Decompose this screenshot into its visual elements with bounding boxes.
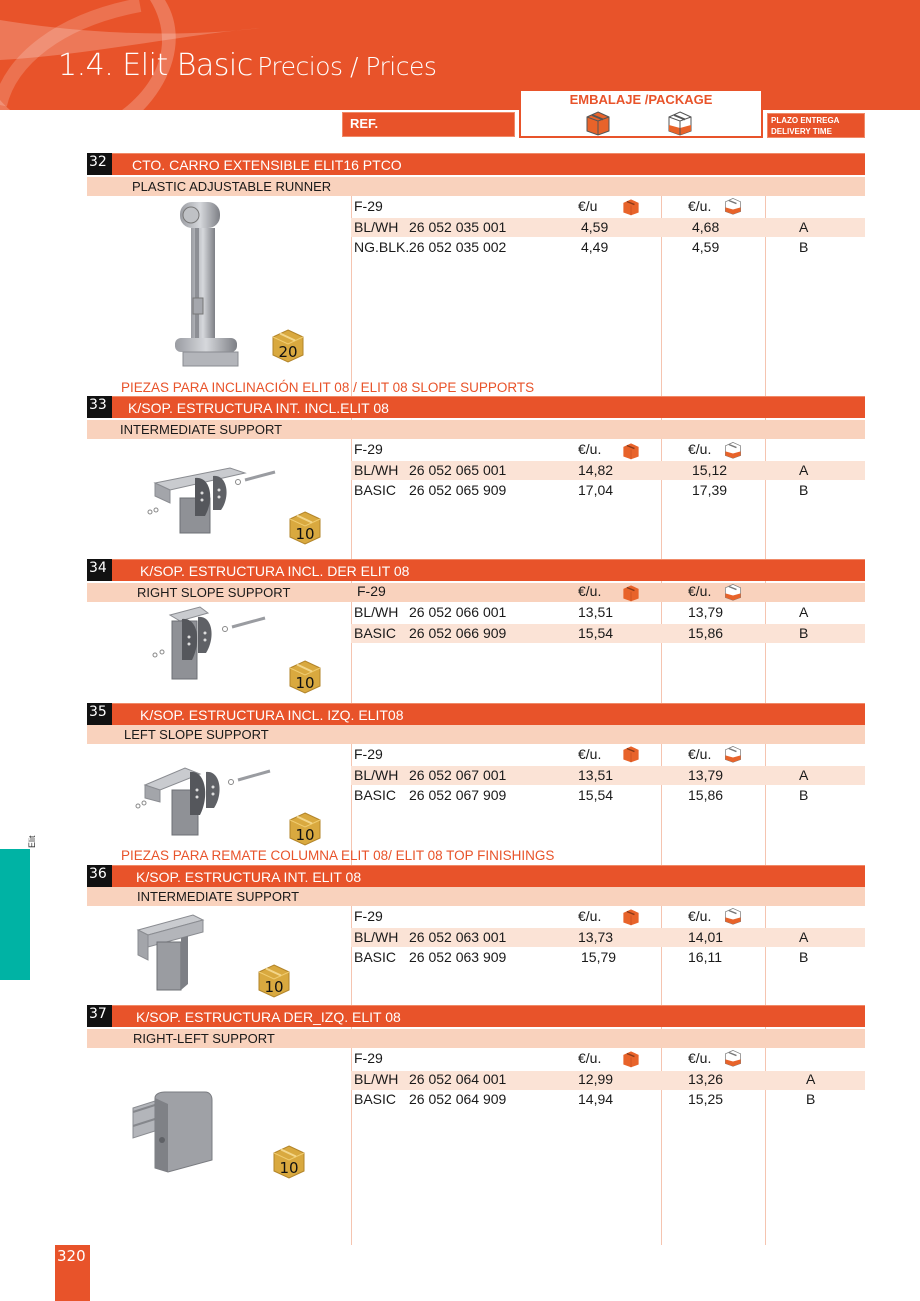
reference-code: 26 052 064 909 (409, 1091, 507, 1107)
delivery-time: A (799, 604, 809, 620)
right-slope-support-image (140, 605, 275, 685)
item-subtitle: RIGHT SLOPE SUPPORT (137, 585, 291, 600)
item-number: 36 (87, 865, 112, 887)
box-full-icon (622, 1050, 640, 1068)
reference-code: 26 052 063 909 (409, 949, 507, 965)
page-title (58, 48, 436, 83)
delivery-time: A (799, 219, 809, 235)
variant: BL/WH (354, 929, 399, 945)
package-quantity-badge (289, 511, 321, 545)
variant: BL/WH (354, 462, 399, 478)
unit-full-box: €/u. (578, 746, 602, 762)
price-partial-box: 15,25 (688, 1091, 724, 1107)
box-partial-icon (724, 197, 742, 215)
unit-partial-box: €/u. (688, 198, 712, 214)
delivery-label-en: DELIVERY TIME (771, 127, 832, 136)
intermediate-slope-support-image (135, 458, 285, 538)
box-full-icon (622, 908, 640, 926)
variant: BASIC (354, 949, 397, 965)
delivery-time: B (806, 1091, 816, 1107)
finish-label: F-29 (354, 746, 383, 762)
price-full-box: 14,94 (578, 1091, 614, 1107)
delivery-time-column-header (767, 113, 865, 138)
page-number: 320 (55, 1245, 90, 1301)
item-title-bar (112, 703, 865, 725)
package-label: EMBALAJE /PACKAGE (569, 92, 713, 107)
item-subtitle-bar (87, 1029, 865, 1048)
reference-code: 26 052 064 001 (409, 1071, 507, 1087)
item-subtitle: PLASTIC ADJUSTABLE RUNNER (132, 179, 332, 194)
reference-code: 26 052 066 001 (409, 604, 507, 620)
unit-full-box: €/u (578, 198, 598, 214)
delivery-time: A (806, 1071, 816, 1087)
box-partial-icon (667, 110, 693, 136)
delivery-time: B (799, 949, 809, 965)
price-full-box: 13,51 (578, 767, 614, 783)
unit-partial-box: €/u. (688, 441, 712, 457)
variant: BL/WH (354, 219, 399, 235)
item-title-bar (112, 865, 865, 887)
item-title-bar (112, 559, 865, 581)
variant: BL/WH (354, 604, 399, 620)
price-full-box: 15,54 (578, 787, 614, 803)
delivery-time: A (799, 767, 809, 783)
price-partial-box: 4,68 (692, 219, 720, 235)
package-quantity: 10 (295, 525, 315, 543)
price-partial-box: 15,12 (692, 462, 728, 478)
price-full-box: 15,79 (581, 949, 617, 965)
delivery-time: A (799, 929, 809, 945)
page-title-sub: Precios / Prices (257, 52, 437, 81)
price-partial-box: 15,86 (688, 787, 724, 803)
box-partial-icon (724, 745, 742, 763)
item-title: K/SOP. ESTRUCTURA INCL. DER ELIT 08 (140, 563, 410, 579)
unit-full-box: €/u. (578, 1050, 602, 1066)
item-subtitle-bar (87, 725, 865, 744)
package-quantity-badge (258, 964, 290, 998)
item-number: 33 (87, 396, 112, 418)
variant: BASIC (354, 1091, 397, 1107)
adjustable-runner-image (165, 198, 245, 373)
package-quantity: 20 (278, 343, 298, 361)
unit-partial-box: €/u. (688, 746, 712, 762)
item-subtitle-bar (87, 420, 865, 439)
reference-code: 26 052 065 909 (409, 482, 507, 498)
unit-partial-box: €/u. (688, 908, 712, 924)
price-partial-box: 15,86 (688, 625, 724, 641)
reference-code: 26 052 063 001 (409, 929, 507, 945)
item-subtitle-bar (87, 887, 865, 906)
chapter-label: Elit (27, 835, 37, 848)
item-title-bar (112, 153, 865, 175)
delivery-time: B (799, 787, 809, 803)
price-full-box: 17,04 (578, 482, 614, 498)
box-full-icon (622, 745, 640, 763)
price-full-box: 4,49 (581, 239, 609, 255)
price-full-box: 12,99 (578, 1071, 614, 1087)
right-left-support-image (130, 1090, 215, 1185)
box-full-icon (622, 442, 640, 460)
unit-full-box: €/u. (578, 908, 602, 924)
variant: BL/WH (354, 1071, 399, 1087)
price-partial-box: 14,01 (688, 929, 724, 945)
item-title: K/SOP. ESTRUCTURA INT. INCL.ELIT 08 (128, 400, 389, 416)
unit-partial-box: €/u. (688, 1050, 712, 1066)
package-quantity-badge (289, 660, 321, 694)
reference-code: 26 052 067 909 (409, 787, 507, 803)
package-quantity: 10 (295, 826, 315, 844)
item-title: K/SOP. ESTRUCTURA INT. ELIT 08 (136, 869, 362, 885)
item-title: K/SOP. ESTRUCTURA INCL. IZQ. ELIT08 (140, 707, 404, 723)
delivery-time: B (799, 625, 809, 641)
unit-partial-box: €/u. (688, 583, 712, 599)
box-partial-icon (724, 1049, 742, 1067)
item-number: 37 (87, 1005, 112, 1027)
item-title: K/SOP. ESTRUCTURA DER_IZQ. ELIT 08 (136, 1009, 401, 1025)
item-subtitle: INTERMEDIATE SUPPORT (120, 422, 283, 437)
finish-label: F-29 (354, 441, 383, 457)
section-caption: PIEZAS PARA INCLINACIÓN ELIT 08 / ELIT 08 SLOPE SUPPORTS (121, 380, 535, 395)
package-quantity-badge (289, 812, 321, 846)
item-subtitle-bar (87, 583, 865, 602)
chapter-side-tab (0, 849, 30, 980)
ref-column-header: REF. (342, 112, 515, 137)
item-subtitle: LEFT SLOPE SUPPORT (124, 727, 269, 742)
price-partial-box: 13,79 (688, 767, 724, 783)
section-caption: PIEZAS PARA REMATE COLUMNA ELIT 08/ ELIT 08 TOP FINISHINGS (121, 848, 555, 863)
finish-label: F-29 (354, 908, 383, 924)
finish-label: F-29 (354, 1050, 383, 1066)
price-full-box: 13,73 (578, 929, 614, 945)
intermediate-top-support-image (133, 910, 213, 995)
left-slope-support-image (130, 760, 275, 840)
item-number: 35 (87, 703, 112, 725)
item-subtitle-bar (87, 177, 865, 196)
price-full-box: 4,59 (581, 219, 609, 235)
package-column-header (519, 89, 763, 138)
price-partial-box: 16,11 (688, 949, 722, 965)
unit-full-box: €/u. (578, 441, 602, 457)
delivery-time: B (799, 239, 809, 255)
delivery-time: A (799, 462, 809, 478)
reference-code: 26 052 067 001 (409, 767, 507, 783)
price-partial-box: 13,79 (688, 604, 724, 620)
finish-label: F-29 (354, 198, 383, 214)
delivery-label-es: PLAZO ENTREGA (771, 116, 840, 125)
variant: NG.BLK. (354, 239, 410, 255)
price-full-box: 14,82 (578, 462, 614, 478)
price-partial-box: 17,39 (692, 482, 728, 498)
item-subtitle: INTERMEDIATE SUPPORT (137, 889, 300, 904)
variant: BASIC (354, 625, 397, 641)
box-partial-icon (724, 583, 742, 601)
item-number: 32 (87, 153, 112, 175)
price-full-box: 13,51 (578, 604, 614, 620)
box-partial-icon (724, 907, 742, 925)
box-partial-icon (724, 441, 742, 459)
item-title: CTO. CARRO EXTENSIBLE ELIT16 PTCO (132, 157, 402, 173)
package-quantity: 10 (295, 674, 315, 692)
variant: BASIC (354, 787, 397, 803)
package-quantity: 10 (264, 978, 284, 996)
item-number: 34 (87, 559, 112, 581)
delivery-time: B (799, 482, 809, 498)
box-full-icon (622, 198, 640, 216)
price-full-box: 15,54 (578, 625, 614, 641)
reference-code: 26 052 065 001 (409, 462, 507, 478)
reference-code: 26 052 066 909 (409, 625, 507, 641)
item-title-bar (112, 396, 865, 418)
item-title-bar (112, 1005, 865, 1027)
unit-full-box: €/u. (578, 583, 602, 599)
finish-label: F-29 (357, 583, 386, 599)
package-quantity-badge (273, 1145, 305, 1179)
reference-code: 26 052 035 001 (409, 219, 507, 235)
variant: BASIC (354, 482, 397, 498)
variant: BL/WH (354, 767, 399, 783)
page-title-main: 1.4. Elit Basic (58, 48, 253, 83)
item-subtitle: RIGHT-LEFT SUPPORT (133, 1031, 275, 1046)
package-quantity: 10 (279, 1159, 299, 1177)
package-quantity-badge (272, 329, 304, 363)
reference-code: 26 052 035 002 (409, 239, 507, 255)
box-full-icon (585, 110, 611, 136)
price-partial-box: 4,59 (692, 239, 720, 255)
box-full-icon (622, 584, 640, 602)
price-partial-box: 13,26 (688, 1071, 724, 1087)
